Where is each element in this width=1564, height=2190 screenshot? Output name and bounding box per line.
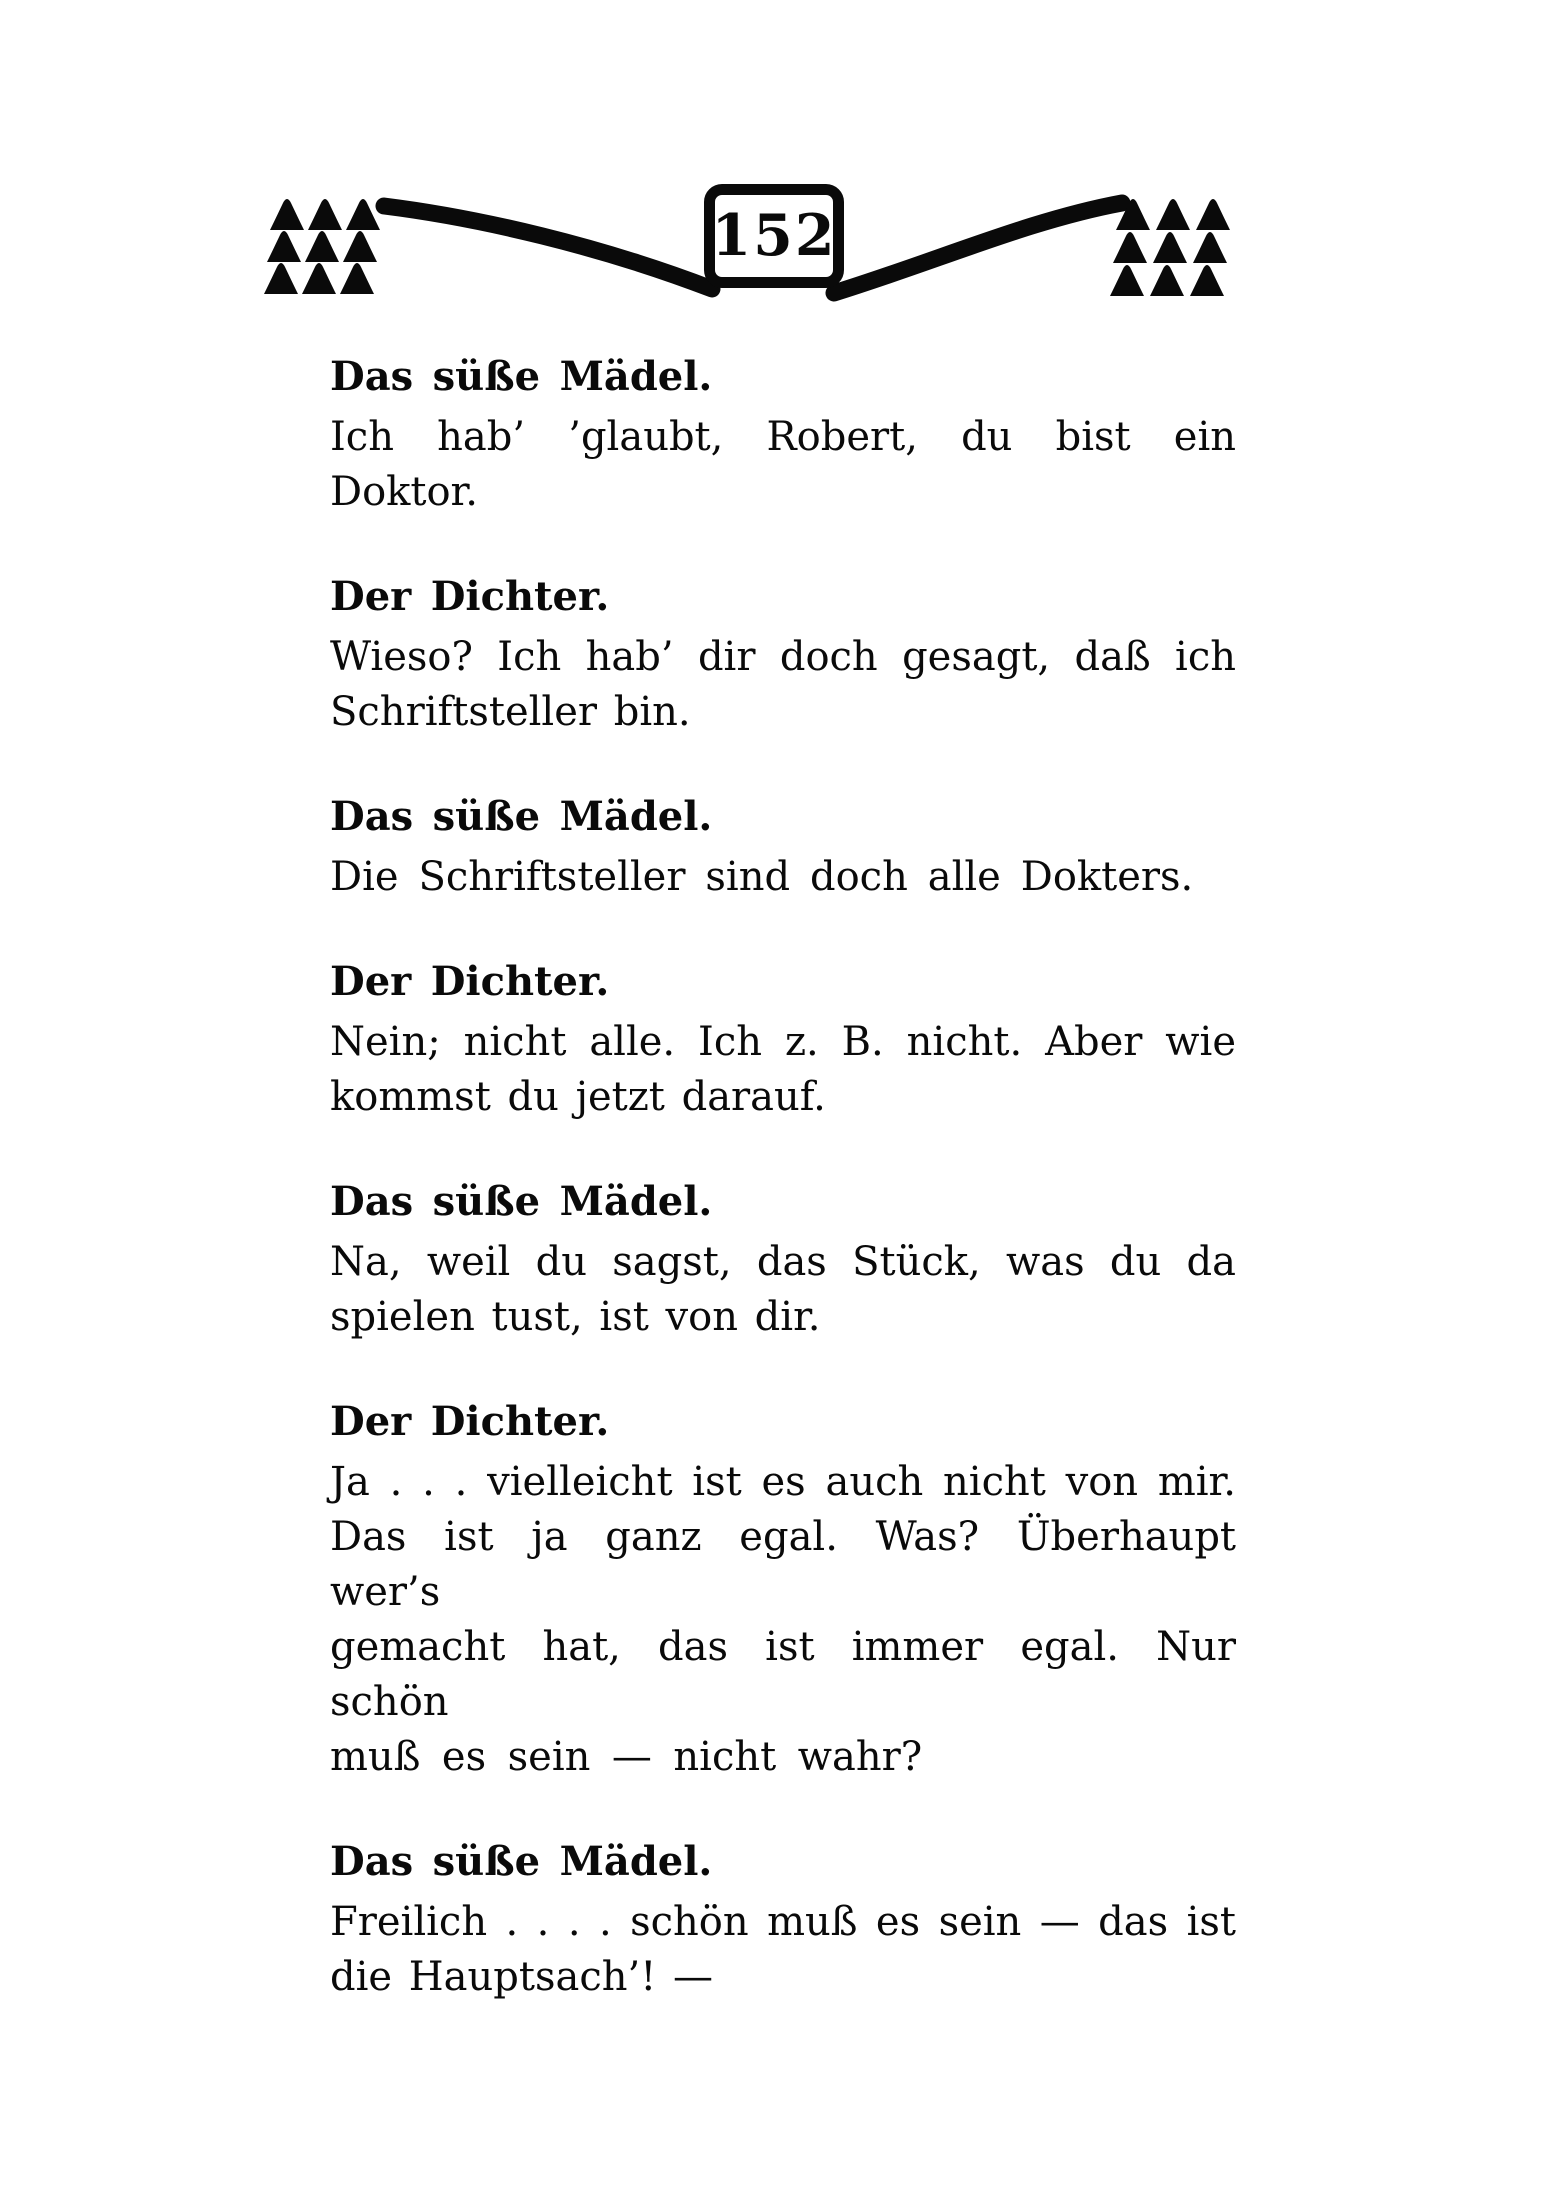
speech-line: spielen tust, ist von dir. xyxy=(330,1294,821,1340)
speaker-name: Das süße Mädel. xyxy=(330,1838,713,1885)
page-number: 152 xyxy=(711,201,837,269)
speech-block xyxy=(330,349,1236,520)
speech-line: Die Schriftsteller sind doch alle Dokters. xyxy=(330,854,1194,900)
speech-block xyxy=(330,1174,1236,1345)
speech-block xyxy=(330,569,1236,740)
speech-line: die Hauptsach’! — xyxy=(330,1954,713,2000)
speech-line: Ich hab’ ’glaubt, Robert, du bist ein Doktor. xyxy=(330,414,1236,515)
speech-line: muß es sein — nicht wahr? xyxy=(330,1734,923,1780)
speech-line: kommst du jetzt darauf. xyxy=(330,1074,826,1120)
speech-block xyxy=(330,954,1236,1125)
flourish-right-icon xyxy=(834,203,1122,293)
speech-line: gemacht hat, das ist immer egal. Nur schön xyxy=(330,1624,1236,1725)
speech-block xyxy=(330,789,1236,905)
dialogue-text xyxy=(330,349,1236,2005)
speech-block xyxy=(330,1394,1236,1785)
speaker-name: Der Dichter. xyxy=(330,958,610,1005)
speech-line: Ja . . . vielleicht ist es auch nicht von mir. xyxy=(330,1459,1236,1505)
header-ornament xyxy=(0,0,1564,340)
speech-line: Wieso? Ich hab’ dir doch gesagt, daß ich xyxy=(330,634,1236,680)
speech-line: Freilich . . . . schön muß es sein — das ist xyxy=(330,1899,1236,1945)
speaker-name: Das süße Mädel. xyxy=(330,353,713,400)
speech-line: Das ist ja ganz egal. Was? Überhaupt wer’s xyxy=(330,1514,1236,1615)
triangle-cluster-left-icon xyxy=(264,199,380,294)
page-number-box xyxy=(704,184,844,288)
speaker-name: Das süße Mädel. xyxy=(330,793,713,840)
speech-line: Na, weil du sagst, das Stück, was du da xyxy=(330,1239,1236,1285)
triangle-cluster-right-icon xyxy=(1110,199,1230,296)
speaker-name: Der Dichter. xyxy=(330,1398,610,1445)
flourish-left-icon xyxy=(384,206,712,289)
speaker-name: Der Dichter. xyxy=(330,573,610,620)
speech-line: Schriftsteller bin. xyxy=(330,689,691,735)
speech-line: Nein; nicht alle. Ich z. B. nicht. Aber wie xyxy=(330,1019,1236,1065)
speech-block xyxy=(330,1834,1236,2005)
speaker-name: Das süße Mädel. xyxy=(330,1178,713,1225)
